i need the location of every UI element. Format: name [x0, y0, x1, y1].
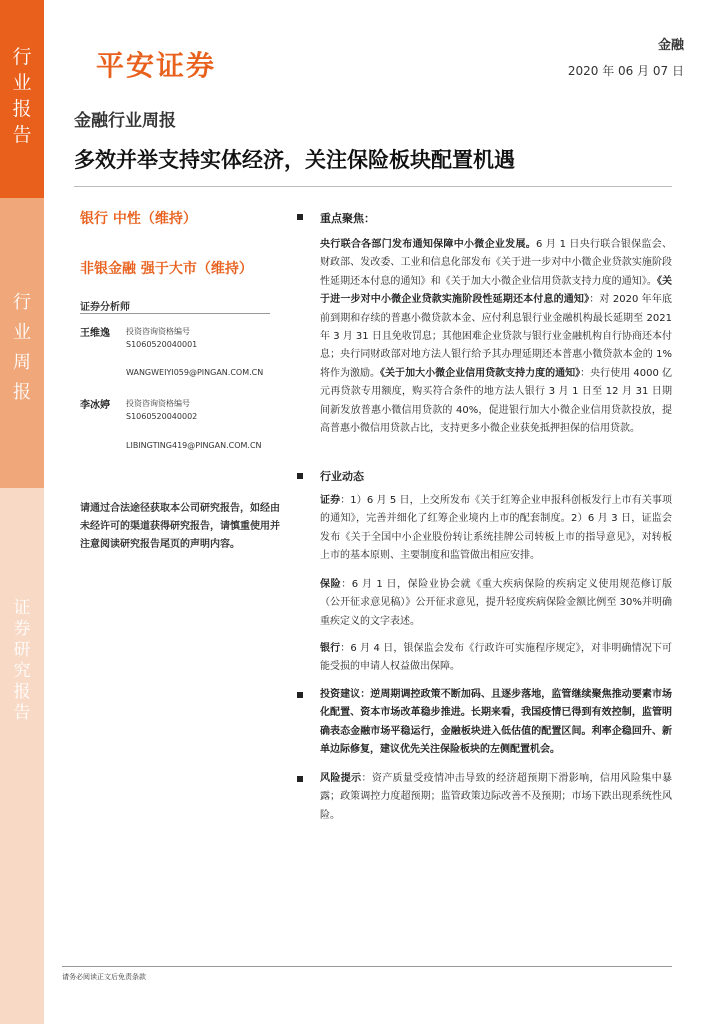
disclaimer-note: 请通过合法途径获取本公司研究报告，如经由未经许可的渠道获得研究报告，请慎重使用并注意阅读研究报告尾页的声明内容。 — [80, 503, 280, 550]
company-logo: 平安证券 — [96, 49, 217, 82]
risk-paragraph — [320, 770, 672, 825]
insurance-text: ：6 月 1 日，保险业协会就《重大疾病保险的疾病定义使用规范修订版（公开征求意见稿）》公开征求意见，提升轻度疾病保险金额比例至 30%并明确重疾定义的文字表述。 — [320, 579, 673, 627]
sidebar-label-industry-report: 行 业 报 告 — [12, 46, 32, 146]
insurance-label: 保险 — [320, 579, 342, 590]
bank-label: 银行 — [320, 643, 341, 654]
risk-text: ：资产质量受疫情冲击导致的经济超预期下滑影响，信用风险集中暴露；政策调控力度超预期；监管政策边际改善不及预期；市场下跌出现系统性风险。 — [320, 773, 673, 821]
rating-bank: 银行 中性（维持） — [80, 211, 197, 227]
securities-label: 证券 — [320, 495, 341, 506]
securities-text: ：1）6 月 5 日，上交所发布《关于红筹企业申报科创板发行上市有关事项的通知》，完善并细化了红筹企业境内上市的配套制度。2）6 月 3 日，证监会发布《关于全国中小企业股份转让系统挂牌公司转板上市的指导意见》，对转板上市的基本原则、主要制度和监管做出相应安排。 — [320, 495, 673, 562]
section-head-focus: 重点聚焦： — [320, 212, 375, 225]
footer-divider — [62, 966, 672, 967]
focus-bold-3: 《关于加大小微企业信用贷款支持力度的通知》 — [380, 367, 581, 379]
analyst-cert-number: S1060520040002 — [126, 412, 198, 421]
advice-paragraph — [320, 686, 672, 760]
bank-text: ：6 月 4 日，银保监会发布《行政许可实施程序规定》，对非明确情况下可能受损的申请人权益做出保障。 — [320, 643, 673, 673]
sidebar-label-research: 证 券 研 究 报 告 — [13, 598, 31, 723]
securities-paragraph — [320, 492, 672, 566]
analyst-email: WANGWEIYI059@PINGAN.COM.CN — [126, 368, 264, 377]
focus-text-3: ：央行使用 4000 亿元再贷款专用额度，购买符合条件的地方法人银行 3 月 1 日至 12 月 31 日期间新发放普惠小微信用贷款的 40%，促进银行加大小微企业信用贷款投放，提高普惠小微信用贷款占比，支持更多小微企业获免抵押担保的信用贷款。 — [320, 367, 673, 435]
focus-bold-2: 《关于进一步对中小微企业贷款实施阶段性延期还本付息的通知》 — [320, 275, 673, 306]
focus-paragraph — [320, 236, 672, 438]
report-date: 2020 年 06 月 07 日 — [567, 64, 684, 78]
footer-disclaimer: 请务必阅读正文后免责条款 — [62, 973, 146, 981]
sector-label: 金融 — [657, 38, 684, 53]
sidebar-band-bottom — [0, 488, 44, 1024]
focus-lead: 央行联合各部门发布通知保障中小微企业发展。 — [320, 239, 537, 250]
report-type: 金融行业周报 — [74, 111, 176, 131]
analyst-divider — [80, 313, 270, 314]
risk-label: 风险提示 — [320, 773, 362, 784]
analyst-name: 李冰婷 — [80, 400, 110, 411]
advice-text: ：逆周期调控政策不断加码、且逐步落地，监管继续聚焦推动要素市场化配置、资本市场改革稳步推进。长期来看，我国疫情已得到有效控制，监管明确表态金融市场平稳运行，金融板块进入低估值的配置区间。利率企稳回升、新单边际修复，建议优先关注保险板块的左侧配置机会。 — [320, 689, 673, 756]
bullet-icon — [297, 214, 303, 220]
bank-paragraph — [320, 640, 672, 677]
analyst-email: LIBINGTING419@PINGAN.COM.CN — [126, 441, 262, 450]
section-head-industry: 行业动态 — [320, 470, 364, 483]
analyst-name: 王维逸 — [80, 328, 110, 339]
insurance-paragraph — [320, 576, 672, 631]
analyst-cert-number: S1060520040001 — [126, 340, 198, 349]
bullet-icon — [297, 692, 303, 698]
report-title: 多效并举支持实体经济，关注保险板块配置机遇 — [74, 148, 515, 172]
bullet-icon — [297, 776, 303, 782]
rating-nonbank: 非银金融 强于大市（维持） — [80, 261, 253, 277]
analyst-heading: 证券分析师 — [80, 302, 130, 313]
analyst-cert-label: 投资咨询资格编号 — [126, 327, 190, 336]
sidebar-label-weekly: 行 业 周 报 — [13, 292, 31, 403]
analyst-cert-label: 投资咨询资格编号 — [126, 399, 190, 408]
focus-text-1: 6 月 1 日央行联合银保监会、财政部、发改委、工业和信息化部发布《关于进一步对中小微企业贷款实施阶段性延期还本付息的通知》和《关于加大小微企业信用贷款支持力度的通知》。 — [320, 239, 672, 287]
title-divider — [74, 186, 672, 187]
focus-text-2: ：对 2020 年年底前到期和存续的普惠小微贷款本金、应付利息银行业金融机构最长延期至 2021 年 3 月 31 日且免收罚息；其他困难企业贷款与银行业金融机构自行协商还本付息；央行同财政部对地方法人银行给予其办理延期还本普惠小微贷款本金的 1%将作为激励。 — [320, 294, 672, 379]
advice-label: 投资建议 — [320, 689, 361, 700]
bullet-icon — [297, 473, 303, 479]
